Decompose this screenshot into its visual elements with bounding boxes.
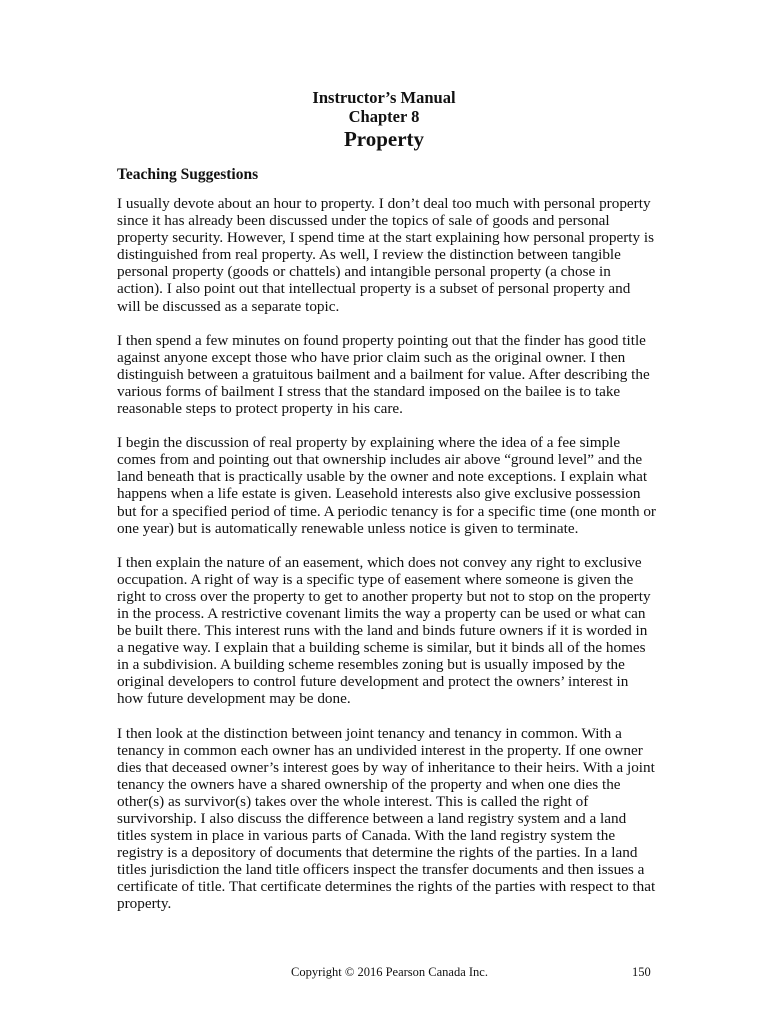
- page-title: Property: [343, 127, 425, 151]
- body-text: [117, 195, 657, 930]
- paragraph-found-property: I then spend a few minutes on found property pointing out that the finder has good title against anyone except those who have prior claim such as the original owner. I then distinguish between a gratuitous bailment and a bailment for value. After describing the various forms of bailment I stress that the standard imposed on the bailee is to take reasonable steps to protect property in his care.: [117, 331, 650, 418]
- paragraph-easement: I then explain the nature of an easement, which does not convey any right to exclusive occupation. A right of way is a specific type of easement where someone is given the right to cross over the property to get to another property but not to stop on the property in the process. A restrictive covenant limits the way a property can be used or what can be built there. This interest runs with the land and binds future owners if it is worded in a negative way. I explain that a building scheme is similar, but it binds all of the homes in a subdivision. A building scheme resembles zoning but is usually imposed by the original developers to control future development and protect the owners’ interest in how future development may be done.: [117, 553, 651, 708]
- paragraph-personal-property: I usually devote about an hour to property. I don’t deal too much with personal property since it has already been discussed under the topics of sale of goods and personal property security. However, I spend time at the start explaining how personal property is distinguished from real property. As well, I review the distinction between tangible personal property (goods or chattels) and intangible personal property (a chose in action). I also point out that intellectual property is a subset of personal property and will be discussed as a separate topic.: [117, 195, 654, 315]
- paragraph-real-property: I begin the discussion of real property by explaining where the idea of a fee simple comes from and pointing out that ownership includes air above “ground level” and the land beneath that is practically usable by the owner and note exceptions. I explain what happens when a life estate is given. Leasehold interests also give exclusive possession but for a specified period of time. A periodic tenancy is for a specific time (one month or one year) but is automatically renewable unless notice is given to terminate.: [117, 434, 656, 537]
- chapter-heading: Chapter 8: [348, 107, 420, 126]
- footer-copyright: Copyright © 2016 Pearson Canada Inc.: [291, 965, 488, 979]
- page-number: 150: [632, 965, 651, 979]
- paragraph-joint-tenancy: I then look at the distinction between joint tenancy and tenancy in common. With a tenancy in common each owner has an undivided interest in the property. If one owner dies that deceased owner’s interest goes by way of inheritance to their heirs. With a joint tenancy the owners have a shared ownership of the property and when one dies the other(s) as survivor(s) takes over the whole interest. This is called the right of survivorship. I also discuss the difference between a land registry system and a land titles system in place in various parts of Canada. With the land registry system the registry is a depository of documents that determine the rights of the parties. In a land titles jurisdiction the land title officers inspect the transfer documents and then issues a certificate of title. That certificate determines the rights of the parties with respect to that property.: [117, 724, 656, 913]
- manual-heading: Instructor’s Manual: [312, 88, 456, 107]
- section-heading: Teaching Suggestions: [117, 166, 259, 183]
